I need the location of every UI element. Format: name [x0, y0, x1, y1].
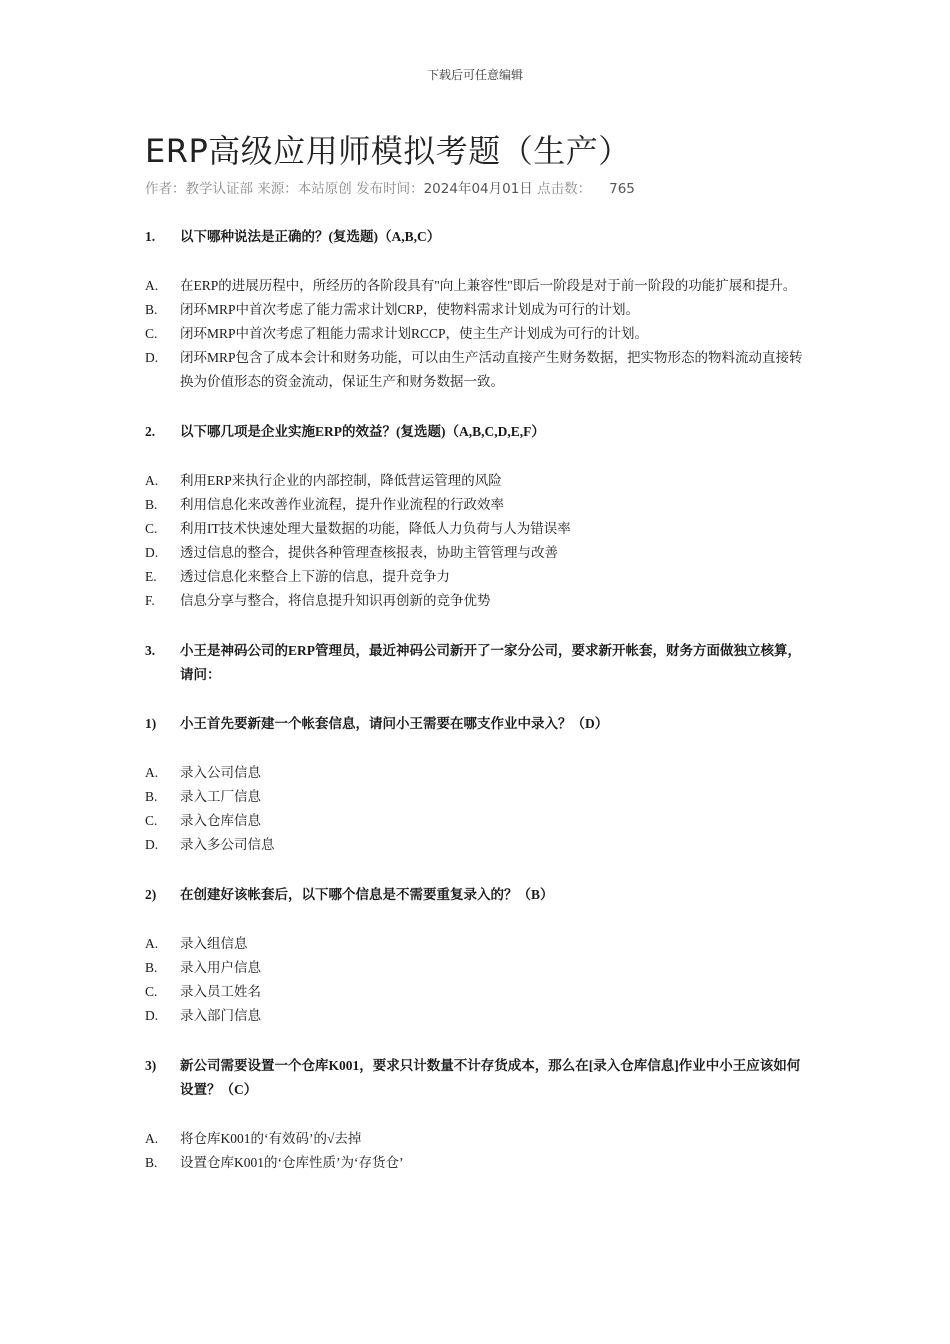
- header-note: 下载后可任意编辑: [426, 68, 523, 82]
- sub-question-text: 新公司需要设置一个仓库K001，要求只计数量不计存货成本，那么在[录入仓库信息]作业中小王应该如何设置？（C）: [180, 1058, 801, 1097]
- article-meta: [145, 177, 635, 197]
- sub-question-text: 在创建好该帐套后，以下哪个信息是不需要重复录入的？（B）: [180, 887, 554, 902]
- option-text: 利用信息化来改善作业流程，提升作业流程的行政效率: [180, 497, 504, 512]
- source-value: 本站原创: [297, 181, 352, 197]
- author-link[interactable]: 教学认证部: [185, 181, 253, 197]
- option-item: [145, 980, 810, 1004]
- question-1-options: [145, 274, 810, 394]
- sub-question-text: 小王首先要新建一个帐套信息，请问小王需要在哪支作业中录入？（D）: [180, 716, 609, 731]
- source-label: 来源：: [253, 181, 298, 197]
- option-letter: B.: [145, 497, 158, 512]
- option-item: [145, 274, 810, 298]
- question-text: 以下哪几项是企业实施ERP的效益？(复选题)（A,B,C,D,E,F）: [180, 424, 545, 439]
- option-text: 闭环MRP中首次考虑了能力需求计划CRP，使物料需求计划成为可行的计划。: [180, 302, 640, 317]
- option-item: [145, 785, 810, 809]
- question-3: [145, 639, 810, 687]
- option-item: [145, 517, 810, 541]
- sub-question-number: 1): [145, 716, 157, 731]
- author-label: 作者：: [145, 181, 186, 197]
- option-text: 闭环MRP中首次考虑了粗能力需求计划RCCP，使主生产计划成为可行的计划。: [180, 326, 649, 341]
- option-text: 设置仓库K001的‘仓库性质’为‘存货仓’: [180, 1155, 404, 1170]
- option-letter: B.: [145, 302, 158, 317]
- option-letter: D.: [145, 837, 159, 852]
- option-text: 透过信息的整合，提供各种管理查核报表，协助主管管理与改善: [180, 545, 558, 560]
- question-list: [145, 225, 810, 1201]
- option-text: 在ERP的进展历程中，所经历的各阶段具有"向上兼容性"即后一阶段是对于前一阶段的功能扩展和提升。: [180, 278, 797, 293]
- option-item: [145, 833, 810, 857]
- option-text: 录入多公司信息: [180, 837, 275, 852]
- option-item: [145, 761, 810, 785]
- option-item: [145, 1127, 810, 1151]
- option-letter: B.: [145, 960, 158, 975]
- option-item: [145, 541, 810, 565]
- option-text: 录入用户信息: [180, 960, 261, 975]
- question-2: [145, 420, 810, 444]
- option-letter: A.: [145, 765, 159, 780]
- option-letter: F.: [145, 593, 155, 608]
- option-text: 利用IT技术快速处理大量数据的功能，降低人力负荷与人为错误率: [180, 521, 571, 536]
- page-title: ERP高级应用师模拟考题（生产）: [145, 132, 631, 170]
- question-number: 1.: [145, 229, 156, 244]
- question-2-options: [145, 469, 810, 613]
- question-number: 2.: [145, 424, 156, 439]
- option-letter: D.: [145, 545, 159, 560]
- sub-question-1: [145, 712, 810, 736]
- option-item: [145, 589, 810, 613]
- option-letter: B.: [145, 789, 158, 804]
- option-text: 录入员工姓名: [180, 984, 261, 999]
- click-count: 765: [609, 181, 635, 197]
- sub-question-3: [145, 1054, 810, 1102]
- option-letter: D.: [145, 1008, 159, 1023]
- clicks-label: 点击数：: [532, 181, 592, 197]
- option-item: [145, 298, 810, 322]
- option-item: [145, 932, 810, 956]
- sub-question-3-options: [145, 1127, 810, 1175]
- option-letter: C.: [145, 521, 158, 536]
- option-text: 录入仓库信息: [180, 813, 261, 828]
- option-text: 录入组信息: [180, 936, 248, 951]
- option-text: 透过信息化来整合上下游的信息，提升竞争力: [180, 569, 450, 584]
- option-item: [145, 956, 810, 980]
- option-letter: A.: [145, 936, 159, 951]
- question-1: [145, 225, 810, 249]
- option-letter: E.: [145, 569, 157, 584]
- option-letter: B.: [145, 1155, 158, 1170]
- option-text: 录入公司信息: [180, 765, 261, 780]
- option-letter: C.: [145, 326, 158, 341]
- option-letter: A.: [145, 473, 159, 488]
- sub-question-number: 3): [145, 1058, 157, 1073]
- option-text: 录入工厂信息: [180, 789, 261, 804]
- question-text: 小王是神码公司的ERP管理员，最近神码公司新开了一家分公司，要求新开帐套，财务方面做独立核算，请问：: [180, 643, 801, 682]
- option-item: [145, 1151, 810, 1175]
- question-text: 以下哪种说法是正确的？(复选题)（A,B,C）: [180, 229, 441, 244]
- option-text: 闭环MRP包含了成本会计和财务功能，可以由生产活动直接产生财务数据，把实物形态的物料流动直接转换为价值形态的资金流动，保证生产和财务数据一致。: [180, 350, 803, 389]
- option-item: [145, 322, 810, 346]
- sub-question-number: 2): [145, 887, 157, 902]
- option-text: 信息分享与整合，将信息提升知识再创新的竞争优势: [180, 593, 491, 608]
- option-item: [145, 346, 810, 394]
- option-text: 录入部门信息: [180, 1008, 261, 1023]
- option-item: [145, 809, 810, 833]
- option-item: [145, 565, 810, 589]
- option-letter: D.: [145, 350, 159, 365]
- sub-question-2-options: [145, 932, 810, 1028]
- option-text: 利用ERP来执行企业的内部控制，降低营运管理的风险: [180, 473, 502, 488]
- time-label: 发布时间：: [351, 181, 424, 197]
- option-item: [145, 469, 810, 493]
- sub-question-2: [145, 883, 810, 907]
- publish-time: 2024年04月01日: [423, 181, 533, 197]
- option-text: 将仓库K001的‘有效码’的√去掉: [180, 1131, 362, 1146]
- question-number: 3.: [145, 643, 156, 658]
- option-letter: A.: [145, 278, 159, 293]
- option-letter: C.: [145, 984, 158, 999]
- option-item: [145, 1004, 810, 1028]
- option-letter: C.: [145, 813, 158, 828]
- option-letter: A.: [145, 1131, 159, 1146]
- sub-question-1-options: [145, 761, 810, 857]
- option-item: [145, 493, 810, 517]
